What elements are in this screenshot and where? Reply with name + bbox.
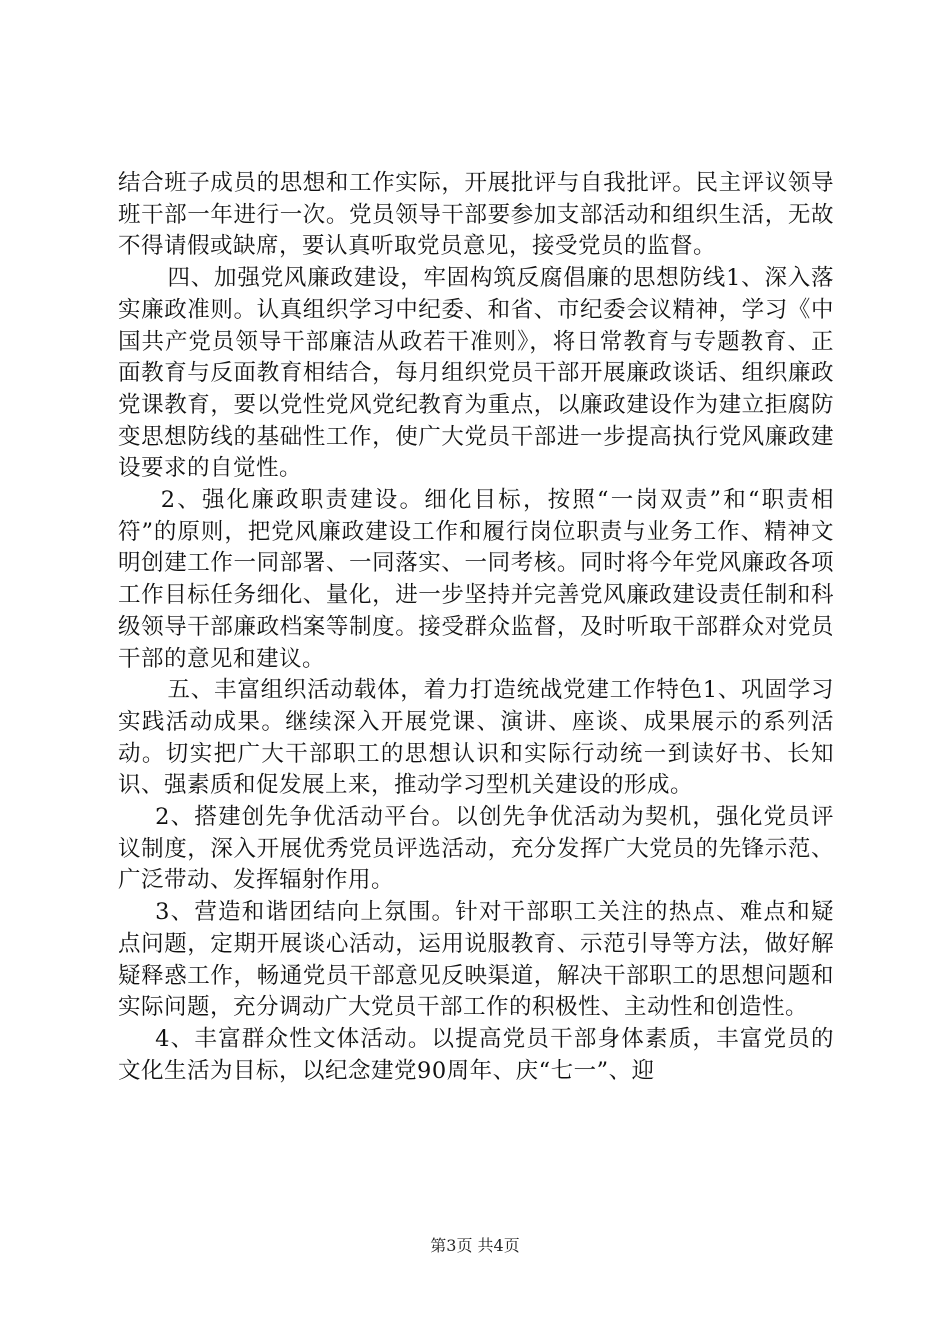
paragraph-harmony: 3、营造和谐团结向上氛围。针对干部职工关注的热点、难点和疑点问题，定期开展谈心活动，运用说服教育、示范引导等方法，做好解疑释惑工作，畅通党员干部意见反映渠道，解决干部职工的思想问题和实际问题，充分调动广大党员干部工作的积极性、主动性和创造性。 <box>118 899 834 1021</box>
paragraph-duty-building: 2、强化廉政职责建设。细化目标，按照“一岗双责”和“职责相符”的原则，把党风廉政建设工作和履行岗位职责与业务工作、精神文明创建工作一同部署、一同落实、一同考核。同时将今年党风廉政各项工作目标任务细化、量化，进一步坚持并完善党风廉政建设责任制和科级领导干部廉政档案等制度。接受群众监督，及时听取干部群众对党员干部的意见和建议。 <box>118 487 834 672</box>
paragraph-criticism: 结合班子成员的思想和工作实际，开展批评与自我批评。民主评议领导班干部一年进行一次。党员领导干部要参加支部活动和组织生活，无故不得请假或缺席，要认真听取党员意见，接受党员的监督。 <box>118 170 834 260</box>
paragraph-activity-platform: 2、搭建创先争优活动平台。以创先争优活动为契机，强化党员评议制度，深入开展优秀党员评选活动，充分发挥广大党员的先锋示范、广泛带动、发挥辐射作用。 <box>118 804 834 894</box>
page-footer: 第3页 共4页 <box>430 1236 520 1255</box>
document-body <box>118 168 834 1087</box>
paragraph-cultural-activities: 4、丰富群众性文体活动。以提高党员干部身体素质，丰富党员的文化生活为目标，以纪念建党90周年、庆“七一”、迎 <box>118 1025 834 1084</box>
paragraph-section-five: 五、丰富组织活动载体，着力打造统战党建工作特色1、巩固学习实践活动成果。继续深入开展党课、演讲、座谈、成果展示的系列活动。切实把广大干部职工的思想认识和实际行动统一到读好书、长知识、强素质和促发展上来，推动学习型机关建设的形成。 <box>118 677 834 799</box>
paragraph-section-four: 四、加强党风廉政建设，牢固构筑反腐倡廉的思想防线1、深入落实廉政准则。认真组织学习中纪委、和省、市纪委会议精神，学习《中国共产党员领导干部廉洁从政若干准则》，将日常教育与专题教育、正面教育与反面教育相结合，每月组织党员干部开展廉政谈话、组织廉政党课教育，要以党性党风党纪教育为重点，以廉政建设作为建立拒腐防变思想防线的基础性工作，使广大党员干部进一步提高执行党风廉政建设要求的自觉性。 <box>118 265 834 482</box>
